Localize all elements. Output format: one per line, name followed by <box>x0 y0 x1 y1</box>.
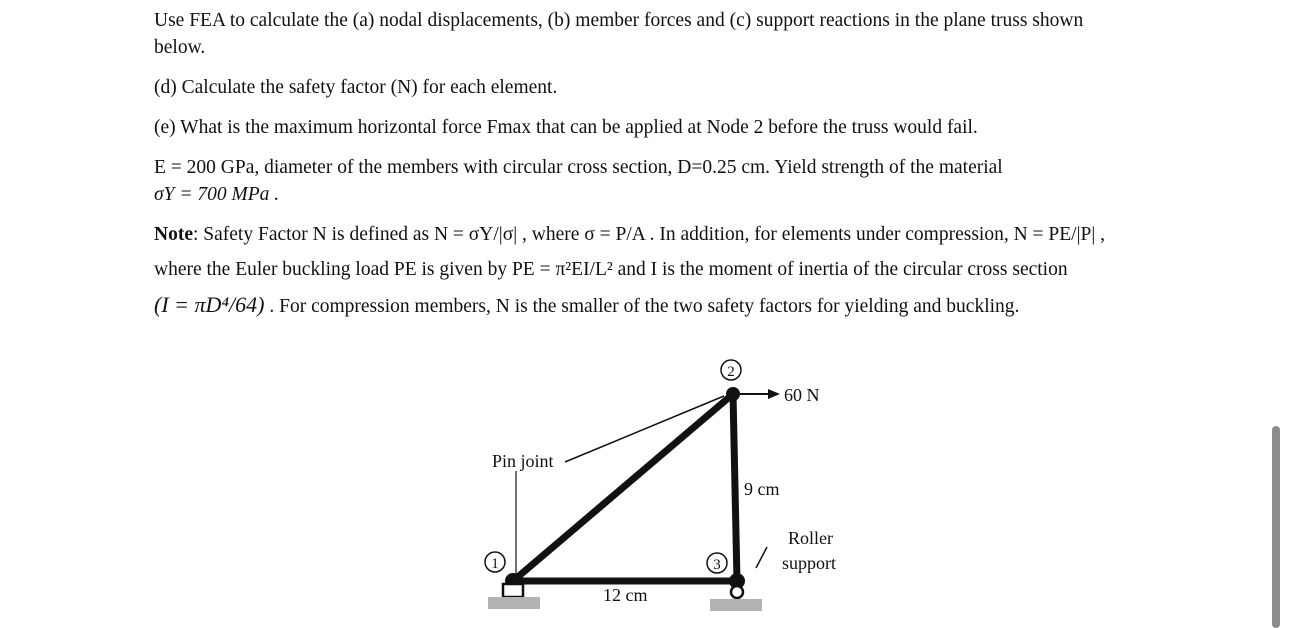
part-d: (d) Calculate the safety factor (N) for each element. <box>154 77 558 98</box>
inertia-formula: (I = πD⁴/64) <box>154 292 265 317</box>
horizontal-dimension: 12 cm <box>603 585 648 605</box>
force-label: 60 N <box>784 385 820 405</box>
note-label: Note <box>154 224 193 245</box>
problem-line-1: Use FEA to calculate the (a) nodal displacements, (b) member forces and (c) support reactions in the plane truss shown <box>154 10 1084 31</box>
member-1-2 <box>513 394 733 581</box>
part-e: (e) What is the maximum horizontal force Fmax that can be applied at Node 2 before the truss would fail. <box>154 117 978 138</box>
properties-line-1: E = 200 GPa, diameter of the members with circular cross section, D=0.25 cm. Yield strength of the material <box>154 157 1003 178</box>
force-arrowhead <box>768 389 780 399</box>
roller-wheel <box>731 586 743 598</box>
node-1-label: 1 <box>491 556 499 572</box>
properties-line-2: σY = 700 MPa . <box>154 184 280 205</box>
pin-joint-label: Pin joint <box>492 451 554 471</box>
roller-ground <box>710 599 762 611</box>
pin-support <box>503 584 523 597</box>
roller-label-1: Roller <box>788 528 833 548</box>
node-2-dot <box>726 387 740 401</box>
pin-ground <box>488 597 540 609</box>
vertical-dimension: 9 cm <box>744 479 780 499</box>
problem-line-2: below. <box>154 37 206 58</box>
roller-label-2: support <box>782 553 836 573</box>
roller-leader <box>756 547 767 568</box>
pin-leader-diagonal <box>565 396 724 462</box>
note-line-2: where the Euler buckling load PE is given by PE = π²EI/L² and I is the moment of inertia of the circular cross section <box>154 259 1068 280</box>
note-line-3-text: . For compression members, N is the smaller of the two safety factors for yielding and buckling. <box>269 296 1020 317</box>
node-3-label: 3 <box>713 557 721 573</box>
note-line-1-text: : Safety Factor N is defined as N = σY/|σ| , where σ = P/A . In addition, for elements under compression, N = PE/|P| , <box>192 224 1105 245</box>
vertical-scrollbar[interactable] <box>1272 426 1280 628</box>
node-2-label: 2 <box>727 364 735 380</box>
member-2-3 <box>733 394 737 581</box>
